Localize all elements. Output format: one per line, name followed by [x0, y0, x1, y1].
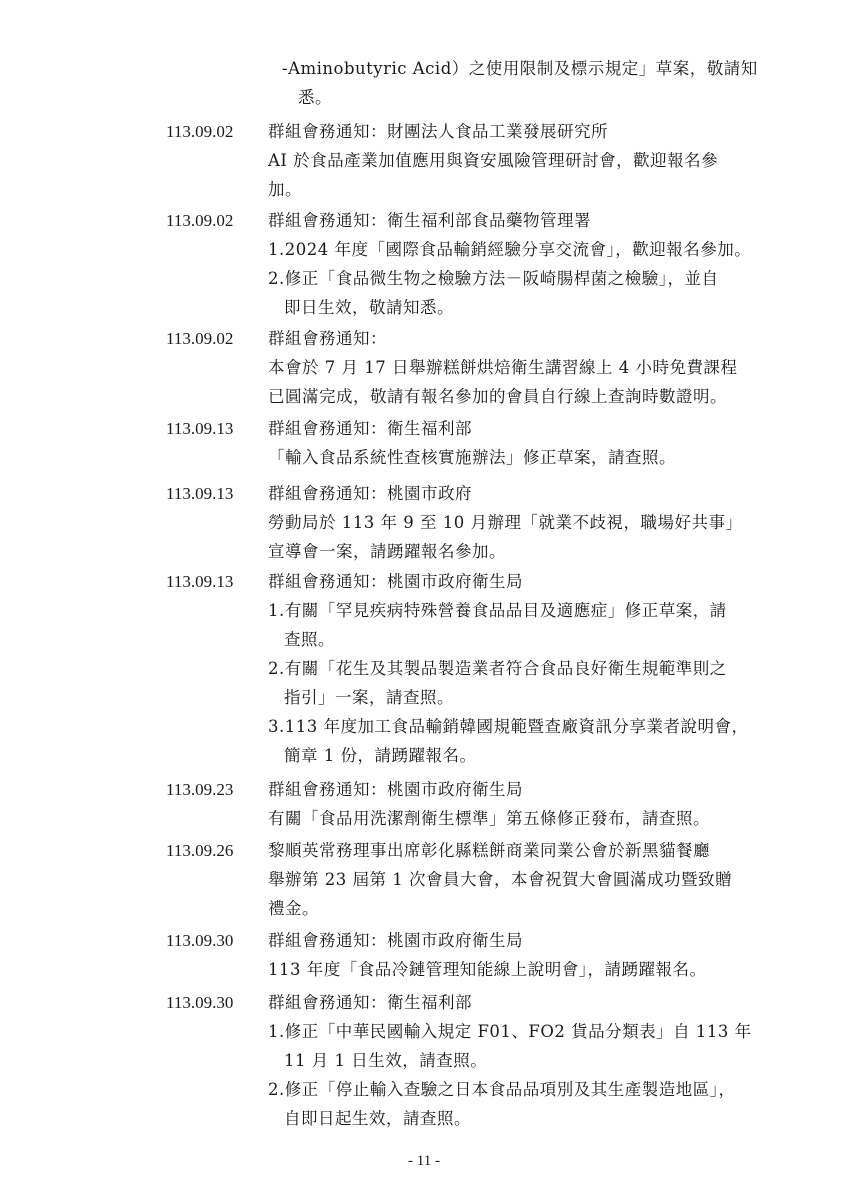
text-line: 查照。 [284, 630, 335, 649]
text-line: AI 於食品產業加值應用與資安風險管理研討會，歡迎報名參 [268, 151, 719, 170]
text-line: 指引」一案，請查照。 [284, 688, 454, 707]
text-line: 宣導會一案，請踴躍報名參加。 [268, 542, 506, 561]
entry-date: 113.09.13 [166, 572, 234, 591]
list-item [268, 654, 823, 712]
text-line: 11 月 1 日生效，請查照。 [284, 1051, 488, 1070]
entry-body [268, 775, 823, 833]
continuation-text [282, 54, 812, 112]
text-line: 2.修正「食品微生物之檢驗方法－阪崎腸桿菌之檢驗」，並自 [268, 269, 719, 288]
entry-body [268, 926, 823, 984]
text-line: 已圓滿完成，敬請有報名參加的會員自行線上查詢時數證明。 [268, 387, 727, 406]
entry-date: 113.09.02 [166, 211, 234, 230]
text-line: -Aminobutyric Acid）之使用限制及標示規定」草案，敬請知 [282, 59, 758, 78]
entry-date: 113.09.23 [166, 780, 234, 799]
text-line: 群組會務通知：衛生福利部 [268, 419, 472, 438]
text-line: 群組會務通知：衛生福利部 [268, 993, 472, 1012]
text-line: 群組會務通知：桃園市政府 [268, 484, 472, 503]
text-line: 群組會務通知：衛生福利部食品藥物管理署 [268, 211, 591, 230]
text-line: 群組會務通知：桃園市政府衛生局 [268, 931, 523, 950]
text-line: 簡章 1 份，請踴躍報名。 [284, 746, 477, 765]
text-line: 113 年度「食品冷鏈管理知能線上說明會」，請踴躍報名。 [268, 960, 707, 979]
text-line: 加。 [268, 180, 302, 199]
entry-date: 113.09.02 [166, 122, 234, 141]
text-line: 2.修正「停止輸入查驗之日本食品品項別及其生產製造地區」， [268, 1080, 736, 1099]
text-line: 群組會務通知： [268, 329, 387, 348]
entry-date: 113.09.02 [166, 329, 234, 348]
entry-date: 113.09.13 [166, 484, 234, 503]
text-line: 舉辦第 23 屆第 1 次會員大會，本會祝賀大會圓滿成功暨致贈 [268, 870, 732, 889]
entry-body [268, 324, 823, 411]
text-line: 3.113 年度加工食品輸銷韓國規範暨查廠資訊分享業者說明會， [268, 717, 749, 736]
list-item [268, 596, 823, 654]
entry-body [268, 414, 823, 472]
entry-body [268, 117, 823, 204]
text-line: 「輸入食品系統性查核實施辦法」修正草案，請查照。 [268, 448, 676, 467]
list-item [268, 235, 823, 264]
entry-body [268, 988, 823, 1133]
entry-date: 113.09.30 [166, 931, 234, 950]
entry-body [268, 206, 823, 322]
text-line: 勞動局於 113 年 9 至 10 月辦理「就業不歧視，職場好共事」 [268, 513, 743, 532]
entry-date: 113.09.13 [166, 419, 234, 438]
list-item [268, 712, 823, 770]
text-line: 自即日起生效，請查照。 [284, 1109, 471, 1128]
text-line: 群組會務通知：桃園市政府衛生局 [268, 572, 523, 591]
list-item [268, 1017, 823, 1075]
text-line: 1.有關「罕見疾病特殊營養食品品目及適應症」修正草案，請 [268, 601, 727, 620]
entry-date: 113.09.26 [166, 841, 234, 860]
entry-date: 113.09.30 [166, 993, 234, 1012]
page-number: - 11 - [408, 1153, 440, 1169]
text-line: 1.修正「中華民國輸入規定 F01、FO2 貨品分類表」自 113 年 [268, 1022, 752, 1041]
list-item [268, 1075, 823, 1133]
text-line: 悉。 [298, 88, 332, 107]
list-item [268, 264, 823, 322]
text-line: 本會於 7 月 17 日舉辦糕餅烘焙衛生講習線上 4 小時免費課程 [268, 358, 738, 377]
text-line: 黎順英常務理事出席彰化縣糕餅商業同業公會於新黑貓餐廳 [268, 841, 710, 860]
text-line: 1.2024 年度「國際食品輸銷經驗分享交流會」，歡迎報名參加。 [268, 240, 752, 259]
text-line: 禮金。 [268, 899, 319, 918]
text-line: 群組會務通知：財團法人食品工業發展研究所 [268, 122, 608, 141]
text-line: 2.有關「花生及其製品製造業者符合食品良好衛生規範準則之 [268, 659, 727, 678]
text-line: 群組會務通知：桃園市政府衛生局 [268, 780, 523, 799]
entry-body [268, 567, 823, 770]
text-line: 有關「食品用洗潔劑衛生標準」第五條修正發布，請查照。 [268, 809, 710, 828]
entry-body [268, 836, 823, 923]
entry-body [268, 479, 823, 566]
text-line: 即日生效，敬請知悉。 [284, 298, 454, 317]
